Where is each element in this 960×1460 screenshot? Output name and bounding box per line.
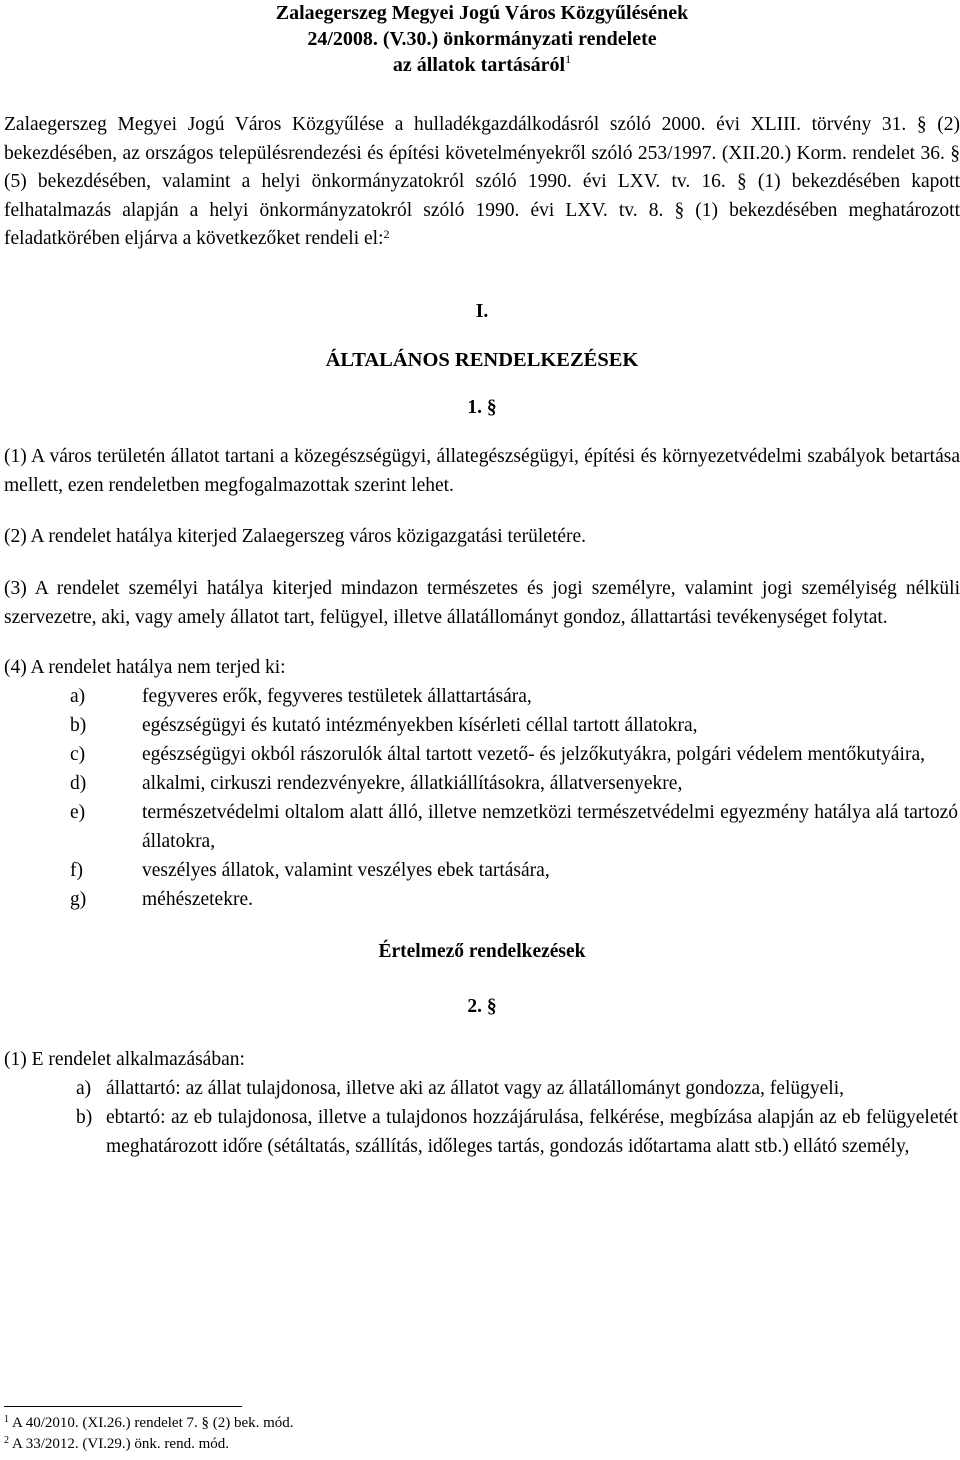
title-line-3-text: az állatok tartásáról [392, 54, 566, 76]
section-1-paragraph-2: (2) A rendelet hatálya kiterjed Zalaegerszeg város közigazgatási területére. [4, 525, 587, 547]
list-item-text: ebtartó: az eb tulajdonosa, illetve a tulajdonos hozzájárulása, felkérése, megbízása alapján az eb felügyeletét meghatározott időre (sétáltatás, szállítás, időleges tartás, gondozás időtartama alatt stb.) ellátó személy, [106, 1106, 958, 1157]
footnote-ref-2[interactable]: 2 [383, 227, 390, 241]
list-item-text: fegyveres erők, fegyveres testületek állattartására, [142, 685, 532, 707]
list-item [4, 1074, 960, 1103]
chapter-title: ÁLTALÁNOS RENDELKEZÉSEK [325, 348, 639, 371]
section-2-heading: 2. § [467, 995, 497, 1017]
section-2-intro: (1) E rendelet alkalmazásában: [4, 1048, 245, 1070]
list-item [4, 682, 960, 711]
list-item-label: b) [76, 1106, 93, 1128]
list-item [4, 711, 960, 740]
footnotes [4, 1406, 504, 1455]
list-item-text: alkalmi, cirkuszi rendezvényekre, állatkiállításokra, állatversenyekre, [142, 772, 683, 794]
list-item-label: b) [70, 714, 87, 736]
list-item-text: veszélyes állatok, valamint veszélyes ebek tartására, [142, 859, 550, 881]
footnote-2-number: 2 [4, 1435, 9, 1446]
section-1-heading: 1. § [467, 396, 497, 418]
title-line-3 [4, 52, 960, 78]
footnote-1-number: 1 [4, 1414, 9, 1425]
section-1-paragraph-4: (4) A rendelet hatálya nem terjed ki: [4, 656, 286, 678]
footnote-1 [4, 1413, 504, 1434]
definition-list [4, 1074, 960, 1161]
list-item [4, 740, 960, 769]
list-item [4, 798, 960, 856]
footnote-divider [4, 1406, 242, 1407]
list-item [4, 1103, 960, 1161]
section-1-paragraph-3: (3) A rendelet személyi hatálya kiterjed mindazon természetes és jogi személyre, valamint jogi személyiség nélküli szervezetre, aki, vagy amely állatot tart, felügyel, illetve állatállományt gondoz, állattartási tevékenységet folytat. [4, 577, 960, 628]
list-item [4, 856, 960, 885]
list-item-label: f) [70, 859, 83, 881]
list-item-label: a) [76, 1077, 92, 1099]
list-item-text: egészségügyi okból rászorulók által tartott vezető- és jelzőkutyákra, polgári védelem mentőkutyáira, [142, 743, 925, 765]
list-item [4, 885, 960, 914]
definitions-heading: Értelmező rendelkezések [378, 940, 586, 962]
chapter-number: I. [475, 300, 489, 322]
list-item-text: állattartó: az állat tulajdonosa, illetve aki az állatot vagy az állatállományt gondozza, felügyeli, [106, 1077, 844, 1099]
list-item-text: méhészetekre. [142, 888, 253, 910]
list-item-label: c) [70, 743, 86, 765]
section-1-paragraph-1: (1) A város területén állatot tartani a közegészségügyi, állategészségügyi, építési és környezetvédelmi szabályok betartása mellett, ezen rendeletben megfogalmazottak szerint lehet. [4, 445, 960, 496]
list-item-text: egészségügyi és kutató intézményekben kísérleti céllal tartott állatokra, [142, 714, 698, 736]
list-item-label: g) [70, 888, 87, 910]
list-item-label: e) [70, 801, 86, 823]
title-line-1: Zalaegerszeg Megyei Jogú Város Közgyűlésének [275, 2, 689, 24]
title-line-2: 24/2008. (V.30.) önkormányzati rendelete [307, 28, 657, 50]
exclusion-list [4, 682, 960, 914]
document-title [4, 0, 960, 78]
footnote-1-text: A 40/2010. (XI.26.) rendelet 7. § (2) bek. mód. [11, 1415, 294, 1431]
preamble [4, 111, 960, 254]
footnote-2-text: A 33/2012. (VI.29.) önk. rend. mód. [11, 1436, 229, 1452]
footnote-ref-1[interactable]: 1 [565, 52, 572, 66]
list-item [4, 769, 960, 798]
footnote-2 [4, 1434, 504, 1455]
preamble-text: Zalaegerszeg Megyei Jogú Város Közgyűlése a hulladékgazdálkodásról szóló 2000. évi XLIII. törvény 31. § (2) bekezdésében, az országos településrendezési és építési követelményekről szóló 253/1997. (XII.20.) Korm. rendelet 36. § (5) bekezdésében, valamint a helyi önkormányzatokról szóló 1990. évi LXV. tv. 16. § (1) bekezdésében kapott felhatalmazás alapján a helyi önkormányzatokról szóló 1990. évi LXV. tv. 8. § (1) bekezdésében meghatározott feladatkörében eljárva a következőket rendeli el: [4, 114, 960, 249]
document-page [4, 0, 960, 1460]
list-item-label: d) [70, 772, 87, 794]
list-item-label: a) [70, 685, 86, 707]
list-item-text: természetvédelmi oltalom alatt álló, illetve nemzetközi természetvédelmi egyezmény hatálya alá tartozó állatokra, [142, 801, 958, 852]
